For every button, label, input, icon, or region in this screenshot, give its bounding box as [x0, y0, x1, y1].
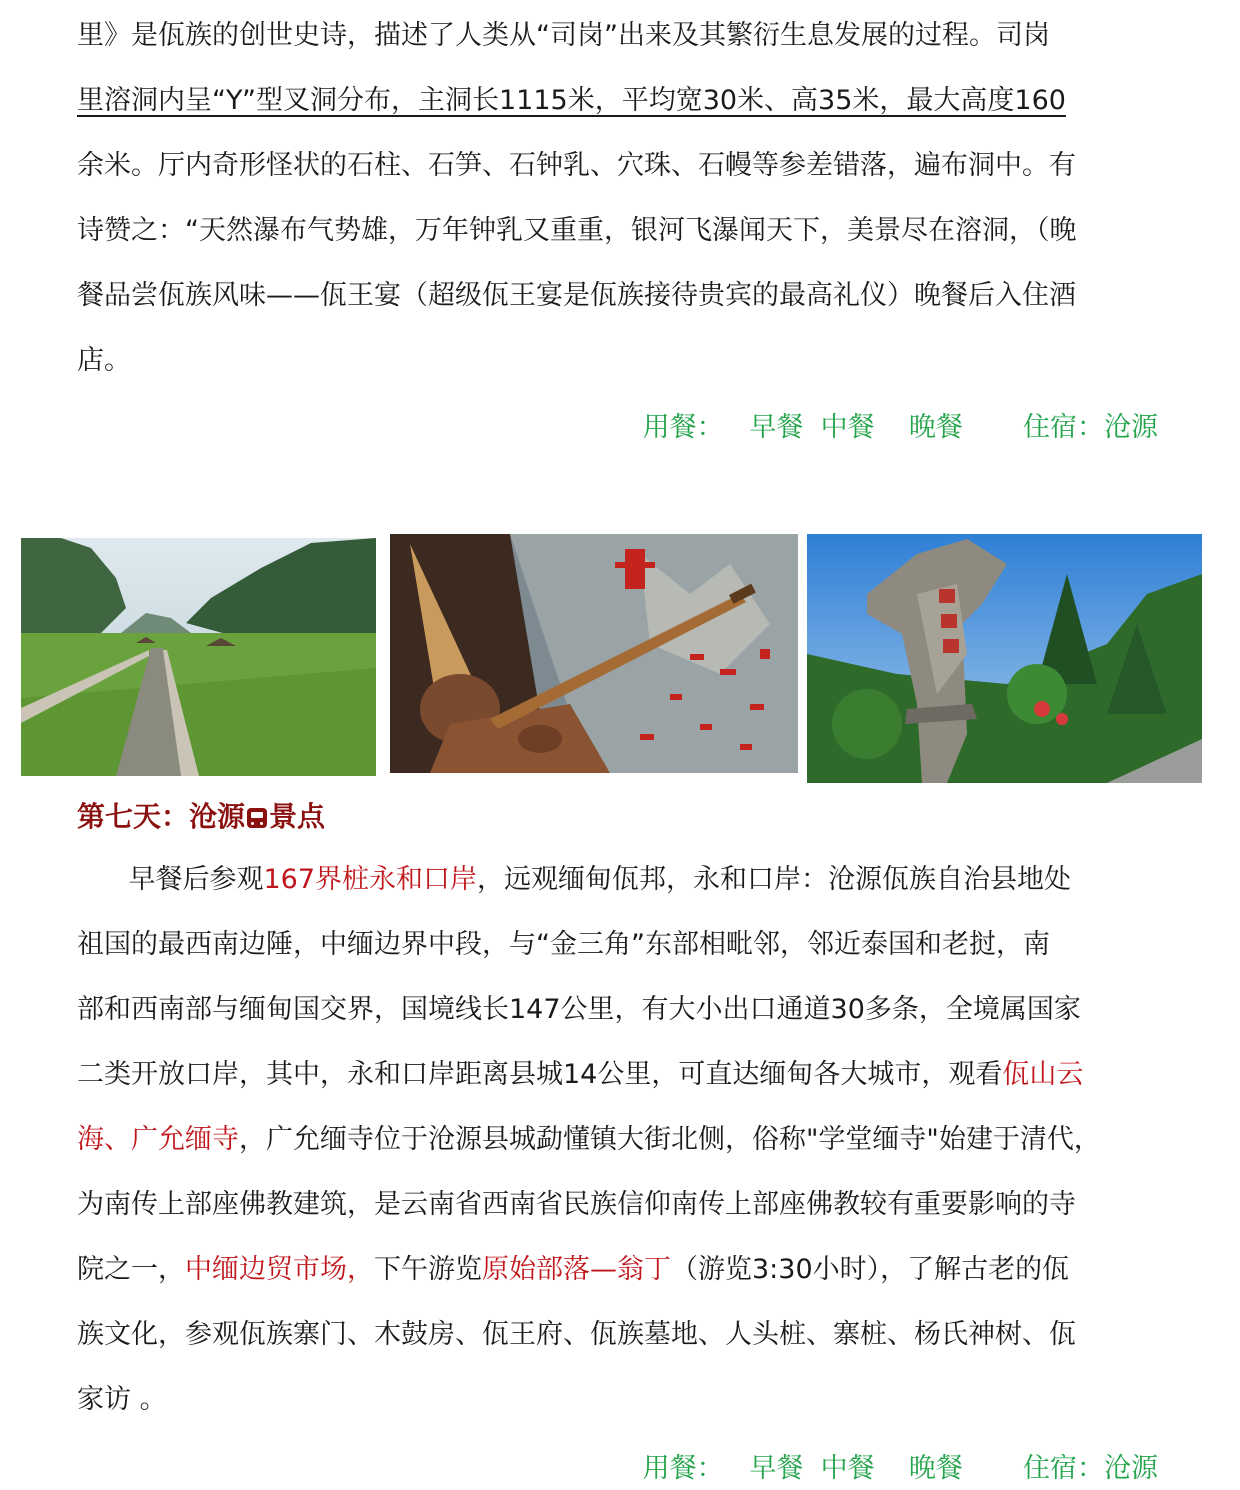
text-line: 祖国的最西南边陲，中缅边界中段，与“金三角”东部相毗邻，邻近泰国和老挝，南 — [77, 929, 1050, 960]
meal-dinner: 晚餐 — [908, 1453, 963, 1484]
highlight-wa-mountain: 佤山云 — [1002, 1059, 1084, 1090]
text-line: 为南传上部座佛教建筑，是云南省西南省民族信仰南传上部座佛教较有重要影响的寺 — [77, 1189, 1076, 1220]
text-line: 余米。厅内奇形怪状的石柱、石笋、石钟乳、穴珠、石幔等参差错落，遍布洞中。有 — [77, 150, 1076, 181]
meal-lunch: 中餐 — [820, 412, 875, 443]
highlight-wengding-village: 原始部落—翁丁 — [482, 1254, 671, 1285]
meals-stay-info — [643, 1446, 1158, 1485]
text-line: 诗赞之：“天然瀑布气势雄，万年钟乳又重重，银河飞瀑闻天下，美景尽在溶洞，（晚 — [77, 215, 1077, 246]
valley-walkway-photo — [21, 538, 376, 776]
text-line-underlined: 里溶洞内呈“Y”型叉洞分布，主洞长1115米，平均宽30米、高35米，最大高度160 — [77, 85, 1066, 116]
day-title-part1: 第七天：沧源 — [77, 800, 246, 833]
text-line: 里》是佤族的创世史诗，描述了人类从“司岗”出来及其繁衍生息发展的过程。司岗 — [77, 20, 1050, 51]
text-line: 餐品尝佤族风味——佤王宴（超级佤王宴是佤族接待贵宾的最高礼仪）晚餐后入住酒 — [77, 280, 1076, 311]
text-line — [77, 1237, 1160, 1302]
stay-location: 住宿：沧源 — [1023, 1453, 1158, 1484]
text-segment: 早餐后参观 — [128, 864, 264, 895]
bus-icon — [247, 808, 267, 828]
text-line: 部和西南部与缅甸国交界，国境线长147公里，有大小出口通道30多条，全境属国家 — [77, 994, 1081, 1025]
day-heading — [77, 795, 325, 835]
previous-day-paragraph — [77, 3, 1160, 393]
text-segment: ，广允缅寺位于沧源县城勐懂镇大街北侧，俗称"学堂缅寺"始建于清代， — [239, 1124, 1101, 1155]
text-line: 家访 。 — [77, 1384, 167, 1415]
text-segment: 院之一， — [77, 1254, 185, 1285]
wa-hunter-rock-painting-photo — [390, 534, 798, 773]
meals-stay-info — [643, 405, 1158, 444]
stay-location: 住宿：沧源 — [1023, 412, 1158, 443]
meal-breakfast: 早餐 — [749, 412, 804, 443]
text-line: 店。 — [77, 345, 131, 376]
text-segment: 下午游览 — [374, 1254, 482, 1285]
sigangli-stone-monument-photo — [807, 534, 1202, 783]
text-segment: ，远观缅甸佤邦，永和口岸：沧源佤族自治县地处 — [477, 864, 1072, 895]
meals-label: 用餐： — [642, 412, 724, 443]
text-line: 族文化，参观佤族寨门、木鼓房、佤王府、佤族墓地、人头桩、寨桩、杨氏神树、佤 — [77, 1319, 1076, 1350]
highlight-border-market: 中缅边贸市场， — [185, 1254, 374, 1285]
text-line — [77, 847, 1160, 912]
day-title-part2: 景点 — [269, 800, 326, 833]
day-itinerary-paragraph — [77, 847, 1160, 1432]
text-line — [77, 1107, 1160, 1172]
meals-label: 用餐： — [642, 1453, 724, 1484]
text-segment: （游览3:30小时），了解古老的佤 — [671, 1254, 1070, 1285]
text-line — [77, 1042, 1160, 1107]
highlight-yonghe-port: 167界桩永和口岸 — [263, 864, 478, 895]
meal-lunch: 中餐 — [820, 1453, 875, 1484]
meal-dinner: 晚餐 — [908, 412, 963, 443]
text-segment: 二类开放口岸，其中，永和口岸距离县城14公里，可直达缅甸各大城市，观看 — [77, 1059, 1003, 1090]
highlight-guangyun-temple: 海、广允缅寺 — [77, 1124, 239, 1155]
meal-breakfast: 早餐 — [749, 1453, 804, 1484]
